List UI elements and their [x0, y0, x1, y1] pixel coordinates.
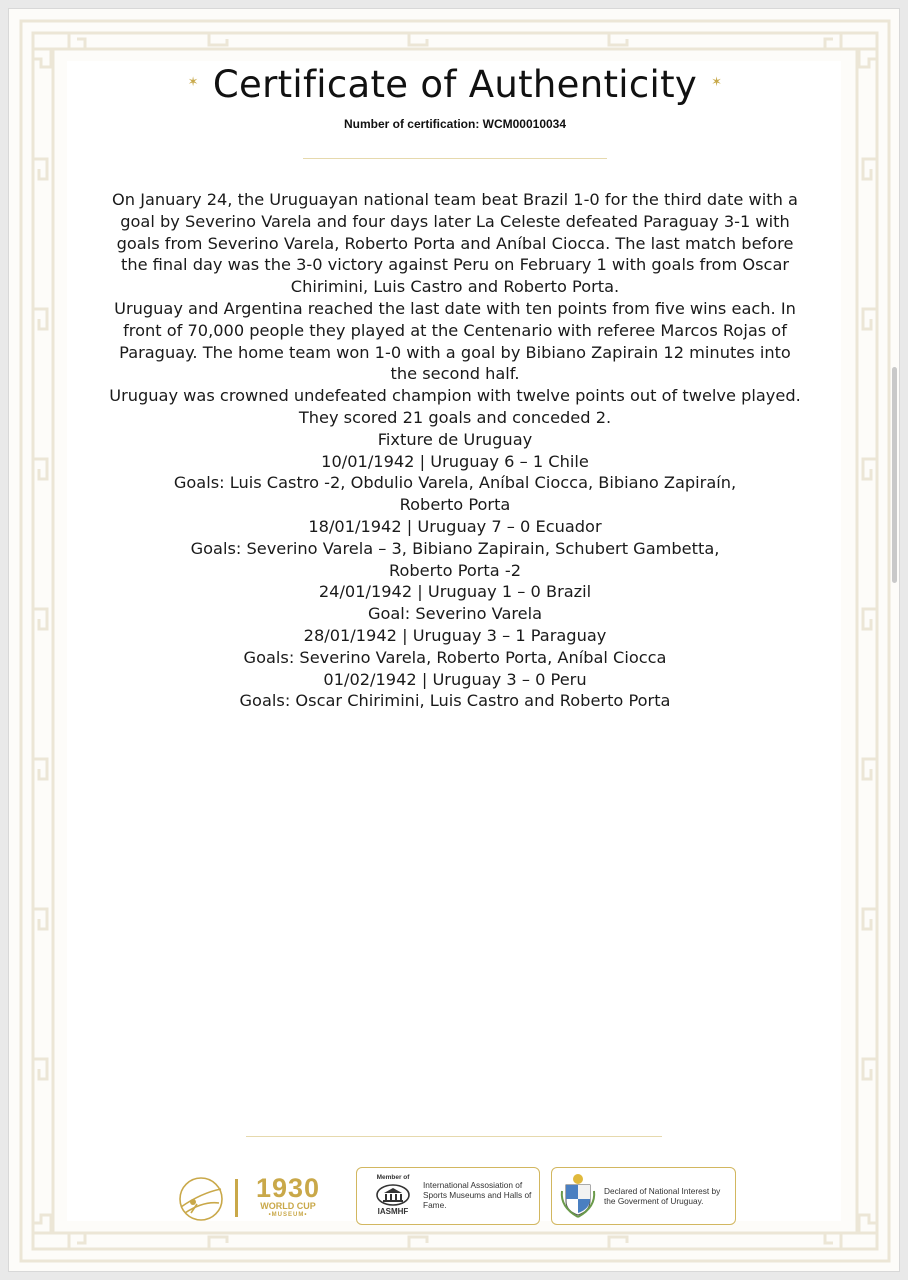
match-line: 10/01/1942 | Uruguay 6 – 1 Chile [321, 451, 589, 471]
goals-line: Goals: Oscar Chirimini, Luis Castro and Roberto Porta [239, 691, 671, 711]
uruguay-coat-of-arms-icon [558, 1171, 598, 1221]
museum-line3: •MUSEUM• [268, 1212, 308, 1218]
goals-line: Goals: Severino Varela – 3, Bibiano Zapirain, Schubert Gambetta, Roberto Porta -2 [190, 538, 720, 580]
star-icon: ✶ [711, 75, 723, 90]
logo-divider [235, 1179, 238, 1217]
match-line: 28/01/1942 | Uruguay 3 – 1 Paraguay [303, 625, 607, 645]
member-label: Member of [376, 1174, 410, 1181]
footer [9, 1165, 900, 1227]
certificate-body [109, 189, 801, 712]
paragraph: Uruguay was crowned undefeated champion with twelve points out of twelve played. They scored 21 goals and conceded 2. [109, 386, 801, 427]
national-interest-description: Declared of National Interest by the Goverment of Uruguay. [604, 1186, 721, 1206]
goals-line: Goals: Luis Castro -2, Obdulio Varela, Aníbal Ciocca, Bibiano Zapiraín, Roberto Porta [173, 473, 737, 515]
star-icon: ✶ [187, 75, 199, 90]
match-line: 18/01/1942 | Uruguay 7 – 0 Ecuador [308, 516, 602, 536]
match-line: 24/01/1942 | Uruguay 1 – 0 Brazil [318, 582, 592, 602]
museum-logo [171, 1173, 341, 1223]
national-interest-badge [551, 1167, 736, 1225]
certification-number: Number of certification: WCM00010034 [343, 117, 567, 131]
paragraph: Uruguay and Argentina reached the last date with ten points from five wins each. In front of 70,000 people they played at the Centenario with referee Marcos Rojas of Paraguay. The home team won 1-0 with a goal by Bibiano Zapirain 12 minutes into the second half. [114, 298, 796, 384]
title-text: Certificate of Authenticity [212, 63, 698, 106]
header-divider [303, 158, 607, 159]
scrollbar[interactable] [892, 367, 897, 583]
museum-name [245, 1175, 331, 1219]
iasmhf-acronym: IASMHF [377, 1207, 409, 1216]
museum-year: 1930 [255, 1173, 321, 1203]
museum-line2: WORLD CUP [260, 1201, 316, 1211]
paragraph: On January 24, the Uruguayan national team beat Brazil 1-0 for the third date with a goal by Severino Varela and four days later La Celeste defeated Paraguay 3-1 with goals from Severino Varela, Roberto Porta and Aníbal Ciocca. The last match before the final day was the 3-0 victory against Peru on February 1 with goals from Oscar Chirimini, Luis Castro and Roberto Porta. [112, 190, 798, 297]
certificate-page [8, 8, 900, 1272]
goals-line: Goals: Severino Varela, Roberto Porta, Aníbal Ciocca [243, 647, 667, 667]
goals-line: Goal: Severino Varela [367, 604, 543, 624]
match-line: 01/02/1942 | Uruguay 3 – 0 Peru [323, 669, 587, 689]
museum-building-icon [375, 1183, 411, 1207]
iasmhf-badge [356, 1167, 540, 1225]
globe-ball-icon [171, 1173, 231, 1223]
certificate-title [9, 63, 900, 106]
iasmhf-logo [367, 1174, 419, 1216]
iasmhf-description: International Assosiation of Sports Museums and Halls of Fame. [423, 1180, 532, 1210]
fixture-heading: Fixture de Uruguay [377, 429, 533, 449]
footer-divider [246, 1136, 662, 1137]
